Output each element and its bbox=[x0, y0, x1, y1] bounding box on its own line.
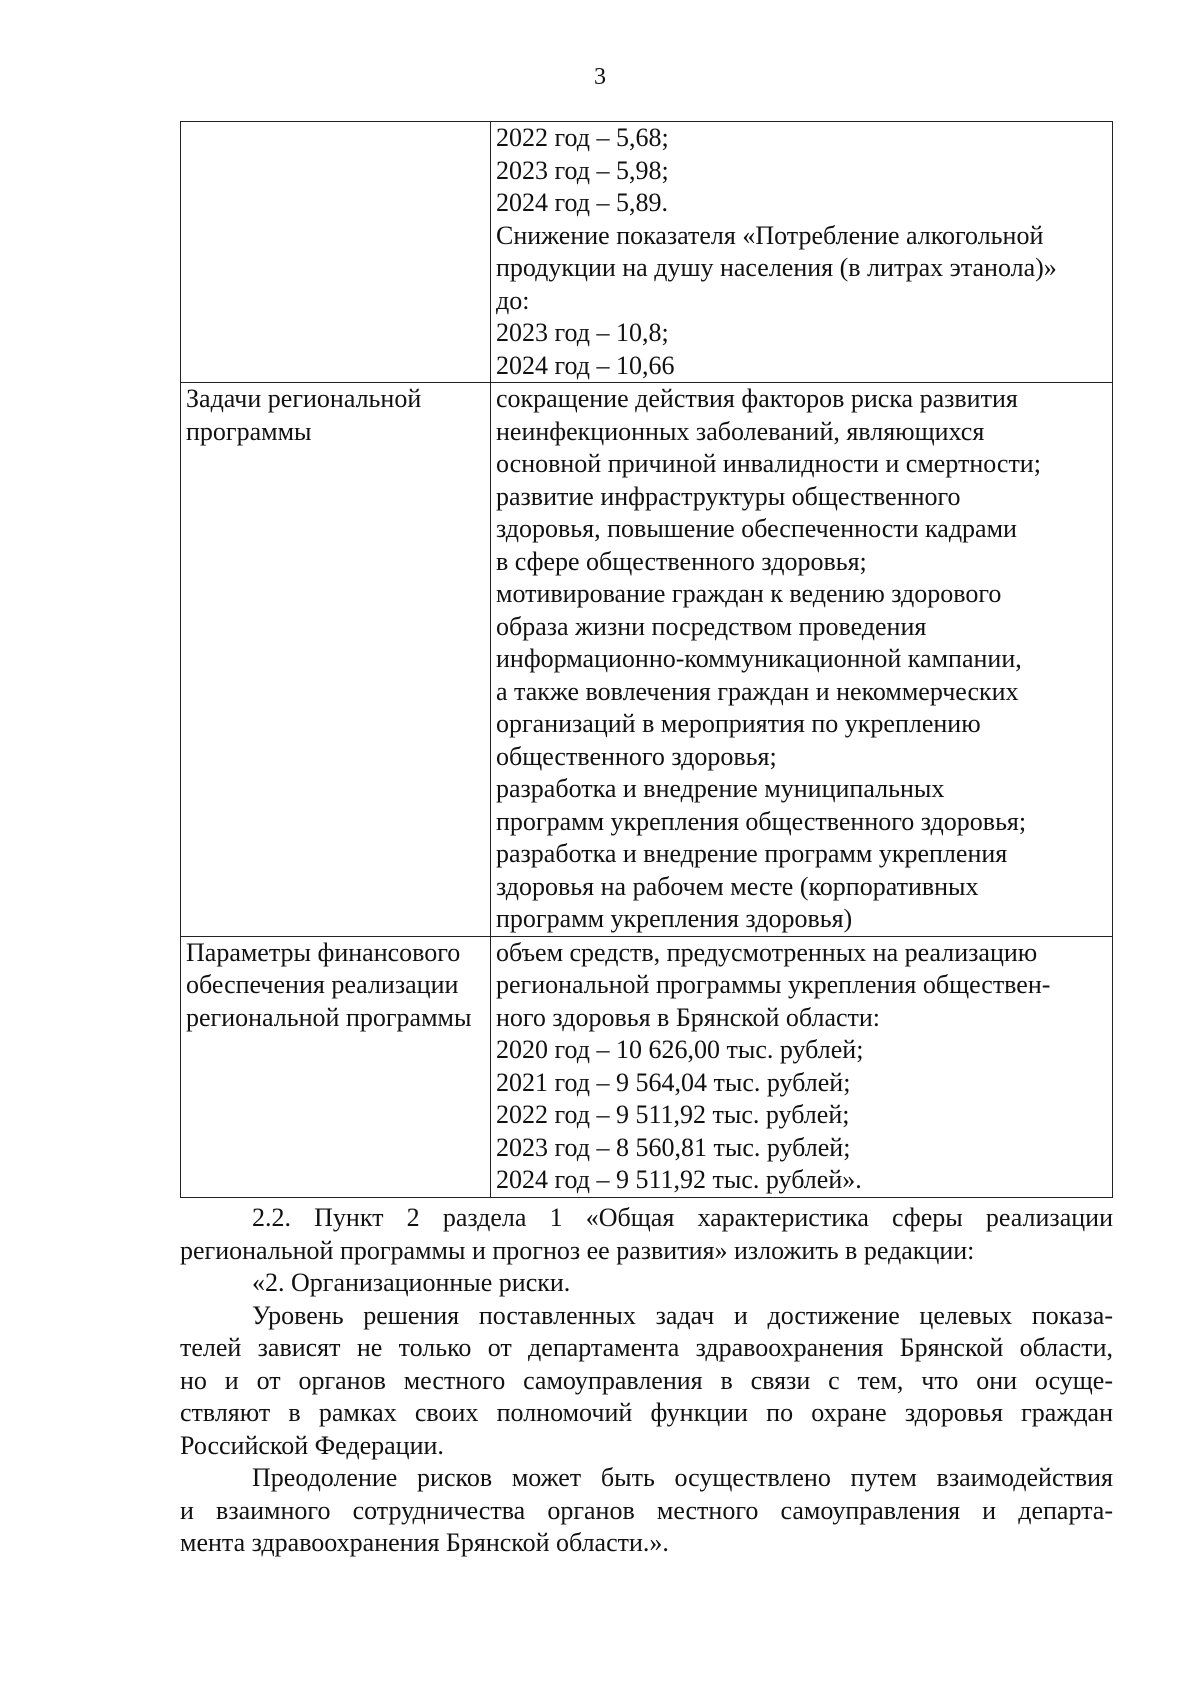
row-label-line: обеспечения реализации bbox=[186, 970, 459, 999]
table-row bbox=[181, 383, 1113, 937]
row-content-line: а также вовлечения граждан и некоммерческих bbox=[496, 676, 1019, 706]
row-content-line: 2023 год – 8 560,81 тыс. рублей; bbox=[496, 1132, 851, 1162]
row-content-line: 2020 год – 10 626,00 тыс. рублей; bbox=[496, 1035, 864, 1064]
page-number: 3 bbox=[594, 64, 606, 90]
row-content-line: 2024 год – 10,66 bbox=[496, 350, 675, 380]
row-label-cell bbox=[181, 936, 491, 1197]
paragraph-line: но и от органов местного самоуправления в связи с тем, что они осуще- bbox=[180, 1365, 1113, 1395]
table-row bbox=[181, 122, 1113, 383]
paragraph-line: Преодоление рисков может быть осуществлено путем взаимодействия bbox=[252, 1463, 1113, 1492]
row-content-line: 2024 год – 9 511,92 тыс. рублей». bbox=[496, 1165, 862, 1194]
row-content-line: разработка и внедрение программ укрепления bbox=[496, 839, 1008, 868]
body-text bbox=[180, 1202, 1113, 1560]
paragraph-line: региональной программы и прогноз ее развития» изложить в редакции: bbox=[180, 1235, 975, 1265]
paragraph-line: мента здравоохранения Брянской области.». bbox=[180, 1528, 669, 1557]
row-label-line: Задачи региональной bbox=[186, 384, 422, 413]
row-content-line: образа жизни посредством проведения bbox=[496, 611, 927, 641]
row-content-line: сокращение действия факторов риска развития bbox=[496, 384, 1018, 413]
row-content-cell bbox=[491, 936, 1113, 1197]
paragraph-line: телей зависят не только от департамента здравоохранения Брянской области, bbox=[180, 1333, 1113, 1362]
row-content-line: организаций в мероприятия по укреплению bbox=[496, 709, 981, 738]
paragraph bbox=[180, 1462, 1113, 1560]
row-content-line: 2022 год – 5,68; bbox=[496, 123, 669, 152]
row-content-line: 2023 год – 10,8; bbox=[496, 318, 669, 347]
row-content-cell bbox=[491, 383, 1113, 937]
row-content-line: 2022 год – 9 511,92 тыс. рублей; bbox=[496, 1100, 850, 1129]
row-label-cell bbox=[181, 122, 491, 383]
table-row bbox=[181, 936, 1113, 1197]
paragraph bbox=[180, 1267, 1113, 1300]
row-content-line: здоровья, повышение обеспеченности кадрами bbox=[496, 514, 1017, 543]
row-content-line: 2024 год – 5,89. bbox=[496, 188, 668, 217]
row-content-line: программ укрепления общественного здоровья; bbox=[496, 806, 1027, 836]
row-content-line: до: bbox=[496, 285, 530, 315]
paragraph-line: 2.2. Пункт 2 раздела 1 «Общая характеристика сферы реализации bbox=[252, 1203, 1113, 1232]
row-label-line: региональной программы bbox=[186, 1002, 472, 1032]
row-content-cell bbox=[491, 122, 1113, 383]
row-label-line: программы bbox=[186, 416, 312, 446]
row-content-line: 2021 год – 9 564,04 тыс. рублей; bbox=[496, 1067, 851, 1097]
row-content-line: неинфекционных заболеваний, являющихся bbox=[496, 416, 985, 446]
row-content-line: здоровья на рабочем месте (корпоративных bbox=[496, 871, 979, 901]
row-content-line: общественного здоровья; bbox=[496, 741, 777, 771]
paragraph bbox=[180, 1300, 1113, 1463]
row-content-line: развитие инфраструктуры общественного bbox=[496, 481, 961, 511]
row-content-line: разработка и внедрение муниципальных bbox=[496, 774, 945, 803]
row-content-line: основной причиной инвалидности и смертности; bbox=[496, 449, 1041, 478]
row-content-line: информационно-коммуникационной кампании, bbox=[496, 644, 1022, 673]
row-content-line: ного здоровья в Брянской области: bbox=[496, 1002, 881, 1032]
row-content-line: региональной программы укрепления обществен- bbox=[496, 970, 1051, 999]
program-passport-table bbox=[180, 121, 1113, 1198]
paragraph bbox=[180, 1202, 1113, 1267]
paragraph-line: и взаимного сотрудничества органов местного самоуправления и департа- bbox=[180, 1495, 1113, 1525]
paragraph-line: Уровень решения поставленных задач и достижение целевых показа- bbox=[252, 1300, 1113, 1330]
row-content-line: объем средств, предусмотренных на реализацию bbox=[496, 937, 1038, 967]
paragraph-line: Российской Федерации. bbox=[180, 1430, 444, 1460]
row-content-line: в сфере общественного здоровья; bbox=[496, 546, 867, 576]
row-content-line: продукции на душу населения (в литрах этанола)» bbox=[496, 253, 1057, 282]
row-content-line: программ укрепления здоровья) bbox=[496, 904, 853, 933]
row-label-cell bbox=[181, 383, 491, 937]
paragraph-line: «2. Организационные риски. bbox=[252, 1268, 571, 1297]
row-content-line: 2023 год – 5,98; bbox=[496, 155, 669, 185]
paragraph-line: ствляют в рамках своих полномочий функции по охране здоровья граждан bbox=[180, 1398, 1113, 1427]
row-content-line: мотивирование граждан к ведению здорового bbox=[496, 579, 1002, 608]
row-label-line: Параметры финансового bbox=[186, 937, 461, 967]
row-content-line: Снижение показателя «Потребление алкогольной bbox=[496, 220, 1044, 250]
